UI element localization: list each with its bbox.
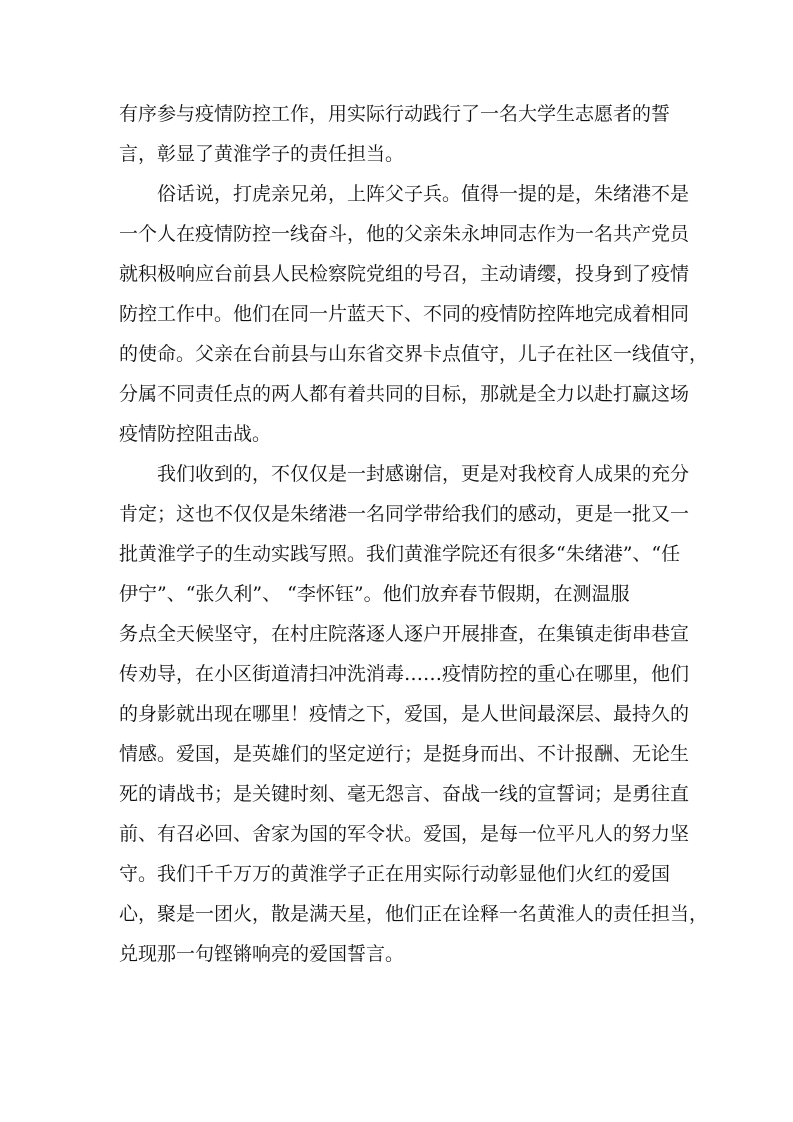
- text-line: 前、有召必回、舍家为国的军令状。爱国，是每一位平凡人的努力坚: [119, 823, 690, 845]
- text-line: 有序参与疫情防控工作，用实际行动践行了一名大学生志愿者的誓: [119, 103, 671, 125]
- text-line: 死的请战书；是关键时刻、毫无怨言、奋战一线的宣誓词；是勇往直: [119, 783, 690, 805]
- text-line: 守。我们千千万万的黄淮学子正在用实际行动彰显他们火红的爱国: [119, 863, 671, 885]
- text-line: 分属不同责任点的两人都有着共同的目标，那就是全力以赴打赢这场: [119, 383, 690, 405]
- text-line: 心，聚是一团火，散是满天星，他们正在诠释一名黄淮人的责任担当，: [119, 903, 709, 925]
- text-line: 一个人在疫情防控一线奋斗，他的父亲朱永坤同志作为一名共产党员: [119, 223, 690, 245]
- text-line: 防控工作中。他们在同一片蓝天下、不同的疫情防控阵地完成着相同: [119, 303, 690, 325]
- text-line: 疫情防控阻击战。: [119, 423, 272, 445]
- text-line: 肯定；这也不仅仅是朱绪港一名同学带给我们的感动，更是一批又一: [119, 503, 690, 525]
- text-line: 的身影就出现在哪里！疫情之下，爱国，是人世间最深层、最持久的: [119, 703, 690, 725]
- text-line: 兑现那一句铿锵响亮的爱国誓言。: [119, 943, 405, 965]
- text-line: 俗话说，打虎亲兄弟，上阵父子兵。值得一提的是，朱绪港不是: [157, 183, 690, 205]
- text-line: 言，彰显了黄淮学子的责任担当。: [119, 143, 405, 165]
- text-line: 我们收到的，不仅仅是一封感谢信，更是对我校育人成果的充分: [157, 463, 690, 485]
- text-line: 情感。爱国，是英雄们的坚定逆行；是挺身而出、不计报酬、无论生: [119, 743, 690, 765]
- text-line: 传劝导，在小区街道清扫冲洗消毒……疫情防控的重心在哪里，他们: [119, 663, 690, 685]
- paragraph-1: [119, 94, 691, 174]
- text-line: 伊宁”、“张久利”、 “李怀钰”。他们放弃春节假期，在测温服: [119, 583, 630, 605]
- text-line: 务点全天候坚守，在村庄院落逐人逐户开展排查，在集镇走街串巷宣: [119, 623, 690, 645]
- text-line: 就积极响应台前县人民检察院党组的号召，主动请缨，投身到了疫情: [119, 263, 690, 285]
- body-text: [119, 94, 709, 974]
- paragraph-3: [119, 454, 709, 974]
- text-line: 的使命。父亲在台前县与山东省交界卡点值守，儿子在社区一线值守，: [119, 343, 709, 365]
- paragraph-2: [119, 174, 709, 454]
- text-line: 批黄淮学子的生动实践写照。我们黄淮学院还有很多“朱绪港”、“任: [119, 543, 681, 565]
